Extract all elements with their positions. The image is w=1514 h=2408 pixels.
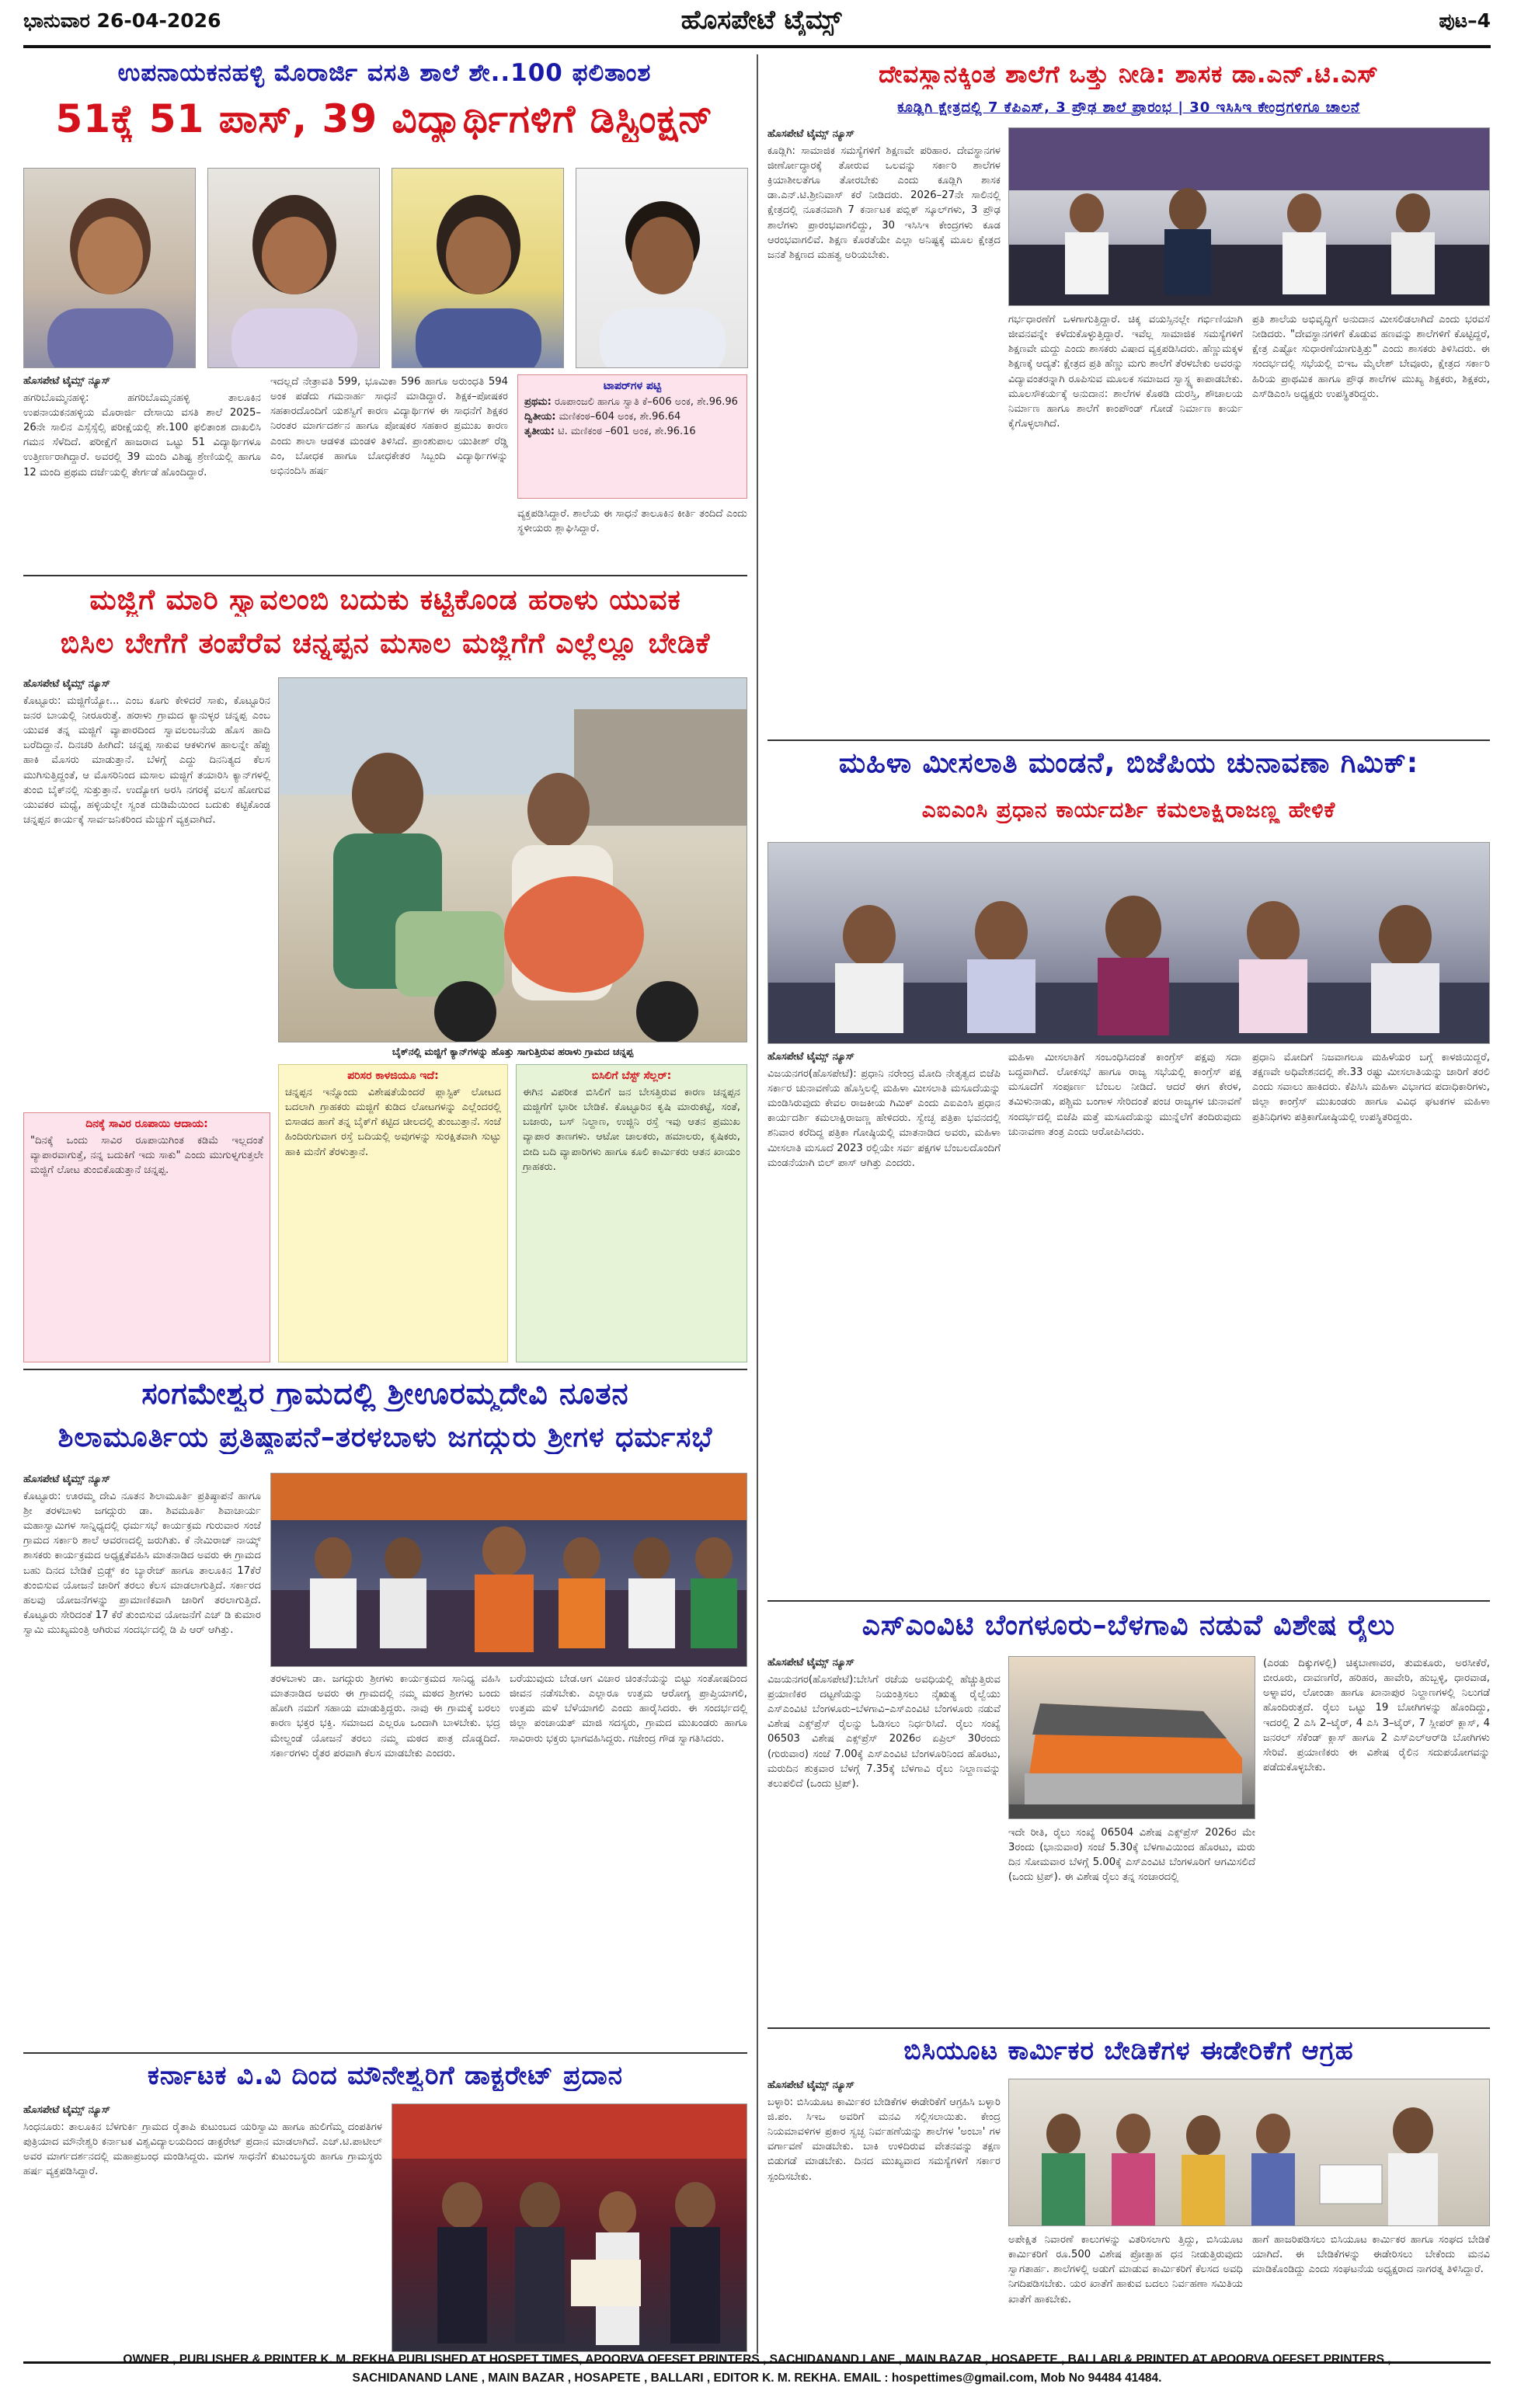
school-meeting-photo — [1008, 127, 1490, 306]
story3-headline-2: ಶಿಲಾಮೂರ್ತಿಯ ಪ್ರತಿಷ್ಠಾಪನೆ–ತರಳಬಾಳು ಜಗದ್ಗುರು ಶ್ರೀಗಳ ಧರ್ಮಸಭೆ — [57, 1421, 713, 1453]
story6-text-1: ವಿಜಯನಗರ(ಹೊಸಪೇಟೆ): ಪ್ರಧಾನಿ ನರೇಂದ್ರ ಮೋದಿ ನೇತೃತ್ವದ ಬಿಜೆಪಿ ಸರ್ಕಾರ ಚುನಾವಣೆಯ ಹೊಸ್ತಿಲಲ್ಲಿ ಮಹಿಳಾ ಮೀಸಲಾತಿ ಮಸೂದೆಯನ್ನು ಮಂಡಿಸಿರುವುದು ಕೇವಲ ರಾಜಕೀಯ ಗಿಮಿಕ್ ಎಂದು ಎಐಎಂಸಿ ಪ್ರಧಾನ ಕಾರ್ಯದರ್ಶಿ ಕಮಲಾಕ್ಷಿರಾಜಣ್ಣ ಹೇಳಿದರು. ಸ್ವೇಚ್ಛ ಪತ್ರಿಕಾ ಭವನದಲ್ಲಿ ಶನಿವಾರ ಕರೆದಿದ್ದ ಪತ್ರಿಕಾ ಗೋಷ್ಠಿಯಲ್ಲಿ ಮಾತನಾಡಿದ ಅವರು, ಮಹಿಳಾ ಮೀಸಲಾತಿ ಮಸೂದೆ 2023 ರಲ್ಲಿಯೇ ಸರ್ವ ಪಕ್ಷಗಳ ಬೆಂಬಲದೊಂದಿಗೆ ಮಂಡನೆಯಾಗಿ ಬಿಲ್ ಪಾಸ್ ಆಗಿತ್ತು ಎಂದರು. — [767, 1067, 1001, 1169]
divider-4 — [767, 739, 1490, 741]
story3-col3 — [510, 1672, 747, 2048]
story8-text-1: ಬಳ್ಳಾರಿ: ಬಿಸಿಯೂಟ ಕಾರ್ಮಿಕರ ಬೇಡಿಕೆಗಳ ಈಡೇರಿಕೆಗೆ ಆಗ್ರಹಿಸಿ ಬಳ್ಳಾರಿ ಜಿ.ಪಂ. ಸಿಇಒ ಅವರಿಗೆ ಮನವಿ ಸಲ್ಲಿಸಲಾಯಿತು. ಕೇಂದ್ರ ನಿಯಮಾವಳಿಗಳ ಪ್ರಕಾರ ಸ್ವಚ್ಛ ನಿರ್ವಹಣೆಯನ್ನು ಶಾಲೆಗಳ 'ಅಂಬಾ' ಗಳ ವರ್ಗಾವಣೆ ಮಾಡಬೇಕು. ಬಾಕಿ ಉಳಿದಿರುವ ವೇತನವನ್ನು ತಕ್ಷಣ ಬಿಡುಗಡೆ ಮಾಡಬೇಕು. ದಿನದ ಮುಖ್ಯವಾದ ಸಮಸ್ಯೆಗಳಿಗೆ ಸರ್ಕಾರ ಸ್ಪಂದಿಸಬೇಕು. — [767, 2096, 1001, 2183]
story8-text-3: ಹಾಗೆ ಹಾಜರಿಪಡಿಸಲು ಬಿಸಿಯೂಟ ಕಾರ್ಮಿಕರ ಹಾಗೂ ಸಂಘದ ಬೇಡಿಕೆ ಯಾಗಿದೆ. ಈ ಬೇಡಿಕೆಗಳನ್ನು ಈಡೇರಿಸಲು ಬೇಕೆಂದು ಮನವಿ ಮಾಡಿಕೊಂಡಿದ್ದು ಎಂದು ಸಂಘಟನೆಯ ಅಧ್ಯಕ್ಷರಾದ ನಾಗರತ್ನ ತಿಳಿಸಿದ್ದಾರೆ. — [1252, 2234, 1490, 2276]
topper-1-rank: ಪ್ರಥಮ: — [524, 396, 552, 408]
story6-text-3: ಪ್ರಧಾನಿ ಮೋದಿಗೆ ನಿಜವಾಗಲೂ ಮಹಿಳೆಯರ ಬಗ್ಗೆ ಕಾಳಜಿಯಿದ್ದರೆ, ತಕ್ಷಣವೇ ಅಧಿವೇಶನದಲ್ಲಿ ಶೇ.33 ರಷ್ಟು ಮೀಸಲಾತಿಯನ್ನು ಜಾರಿಗೆ ತರಲಿ ಎಂದು ಸವಾಲು ಹಾಕಿದರು. ಕೆಪಿಸಿಸಿ ಮಹಿಳಾ ವಿಭಾಗದ ಪದಾಧಿಕಾರಿಗಳು, ಜಿಲ್ಲಾ ಕಾಂಗ್ರೆಸ್ ಮುಖಂಡರು ಹಾಗೂ ವಿವಿಧ ಘಟಕಗಳ ಮಹಿಳಾ ಪ್ರತಿನಿಧಿಗಳು ಪತ್ರಿಕಾಗೋಷ್ಠಿಯಲ್ಲಿ ಉಪಸ್ಥಿತರಿದ್ದರು. — [1252, 1052, 1490, 1123]
story4-col1 — [23, 2104, 382, 2352]
buttermilk-photo-caption: ಬೈಕ್‌ನಲ್ಲಿ ಮಜ್ಜಿಗೆ ಕ್ಯಾನ್‌ಗಳನ್ನು ಹೊತ್ತು ಸಾಗುತ್ತಿರುವ ಹರಾಳು ಗ್ರಾಮದ ಚನ್ನಪ್ಪ — [278, 1046, 747, 1058]
page-number: ಪುಟ–4 — [1439, 9, 1491, 32]
story5-headline: ದೇವಸ್ಥಾನಕ್ಕಿಂತ ಶಾಲೆಗೆ ಒತ್ತು ನೀಡಿ: ಶಾಸಕ ಡಾ.ಎನ್.ಟಿ.ಎಸ್ — [879, 61, 1379, 89]
story7-text-3: (ಎರಡು ದಿಕ್ಕುಗಳಲ್ಲಿ) ಚಿಕ್ಕಬಾಣಾವರ, ತುಮಕೂರು, ಅರಸೀಕೆರೆ, ಬೀರೂರು, ದಾವಣಗೆರೆ, ಹರಿಹರ, ಹಾವೇರಿ, ಹುಬ್ಬಳ್ಳಿ, ಧಾರವಾಡ, ಅಳ್ನಾವರ, ಲೋಂಡಾ ಹಾಗೂ ಖಾನಾಪುರ ನಿಲ್ದಾಣಗಳಲ್ಲಿ ನಿಲುಗಡೆ ಹೊಂದಿರುತ್ತದೆ. ರೈಲು ಒಟ್ಟು 19 ಬೋಗಿಗಳನ್ನು ಹೊಂದಿದ್ದು, ಇದರಲ್ಲಿ 2 ಎಸಿ 2–ಟೈರ್, 4 ಎಸಿ 3–ಟೈರ್, 7 ಸ್ಲೀಪರ್ ಕ್ಲಾಸ್, 4 ಜನರಲ್ ಸೆಕೆಂಡ್ ಕ್ಲಾಸ್ ಹಾಗೂ 2 ಎಸ್ಎಲ್ಆರ್‌ಡಿ ಬೋಗಿಗಳು ಸೇರಿವೆ. ಪ್ರಯಾಣಿಕರು ಈ ವಿಶೇಷ ರೈಲಿನ ಸದುಪಯೋಗವನ್ನು ಪಡೆದುಕೊಳ್ಳಬೇಕು. — [1263, 1658, 1490, 1773]
student-portrait-4 — [576, 169, 748, 368]
income-box-text: "ದಿನಕ್ಕೆ ಒಂದು ಸಾವಿರ ರೂಪಾಯಿಗಿಂತ ಕಡಿಮೆ ಇಲ್ಲದಂತೆ ವ್ಯಾಪಾರವಾಗುತ್ತೆ, ನನ್ನ ಬದುಕಿಗೆ ಇದು ಸಾಕು" ಎಂದು ಮುಗುಳ್ನಗುತ್ತಲೇ ಮಜ್ಜಿಗೆ ಲೋಟ ತುಂಬಿಕೊಡುತ್ತಾನೆ ಚನ್ನಪ್ಪ. — [30, 1135, 263, 1177]
best-seller-box-title: ಬಿಸಿಲಿಗೆ ಬೆಸ್ಟ್ ಸೆಲ್ಲರ್: — [591, 1070, 672, 1082]
story7-col1 — [767, 1656, 1001, 2021]
convocation-illustration — [392, 2104, 747, 2352]
story8-col2 — [1008, 2232, 1243, 2358]
story4-byline: ಹೊಸಪೇಟೆ ಟೈಮ್ಸ್ ನ್ಯೂಸ್ — [23, 2104, 111, 2116]
imprint-line-2: SACHIDANAND LANE , MAIN BAZAR , HOSAPETE , BALLARI , EDITOR K. M. REKHA. EMAIL : hospettimes@gmail.com, Mob No 94484 41484. — [352, 2371, 1162, 2385]
story7-text-2: ಇದೇ ರೀತಿ, ರೈಲು ಸಂಖ್ಯೆ 06504 ವಿಶೇಷ ಎಕ್ಸ್‌ಪ್ರೆಸ್ 2026ರ ಮೇ 3ರಂದು (ಭಾನುವಾರ) ಸಂಜೆ 5.30ಕ್ಕೆ ಬೆಳಗಾವಿಯಿಂದ ಹೊರಟು, ಮರು ದಿನ ಸೋಮವಾರ ಬೆಳಗ್ಗೆ 5.00ಕ್ಕೆ ಎಸ್‌ಎಂವಿಟಿ ಬೆಂಗಳೂರಿಗೆ ಆಗಮಿಸಲಿದೆ (ಒಂದು ಟ್ರಿಪ್). ಈ ವಿಶೇಷ ರೈಲು ತನ್ನ ಸಂಚಾರದಲ್ಲಿ — [1008, 1827, 1255, 1884]
divider-5 — [767, 1600, 1490, 1602]
story2-headline-1: ಮಜ್ಜಿಗೆ ಮಾರಿ ಸ್ವಾವಲಂಬಿ ಬದುಕು ಕಟ್ಟಿಕೊಂಡ ಹರಾಳು ಯುವಕ — [89, 584, 681, 616]
toppers-box — [517, 374, 747, 499]
topper-1 — [524, 395, 740, 410]
student-portrait-3 — [392, 169, 564, 368]
buttermilk-photo — [278, 677, 747, 1042]
topper-3 — [524, 425, 740, 440]
story1-text-2: ಇದಲ್ಲದೆ ನೇತ್ರಾವತಿ 599, ಭೂಮಿಕಾ 596 ಹಾಗೂ ಅರುಂಧತಿ 594 ಅಂಕ ಪಡೆದು ಗಮನಾರ್ಹ ಸಾಧನೆ ಮಾಡಿದ್ದಾರೆ. ಶಿಕ್ಷಕ–ಪೋಷಕರ ಸಹಕಾರದೊಂದಿಗೆ ಯಶಸ್ವಿಗೆ ಕಾರಣ ವಿದ್ಯಾರ್ಥಿಗಳ ಈ ಸಾಧನೆಗೆ ಶಿಕ್ಷಕರ ನಿರಂತರ ಮಾರ್ಗದರ್ಶನ ಹಾಗೂ ಪೋಷಕರ ಸಹಕಾರ ಪ್ರಮುಖ ಕಾರಣ ಎಂದು ಶಾಲಾ ಆಡಳಿತ ಮಂಡಳಿ ತಿಳಿಸಿದೆ. ಪ್ರಾಂಶುಪಾಲ ಯುತೀಶ್ ರೆಡ್ಡಿ ಎಂ, ಬೋಧಕ ಹಾಗೂ ಬೋಧಕೇತರ ಸಿಬ್ಬಂದಿ ವಿದ್ಯಾರ್ಥಿಗಳನ್ನು ಅಭಿನಂದಿಸಿ ಹರ್ಷ — [270, 376, 508, 477]
story2-text-1: ಕೊಟ್ಟೂರು: ಮಜ್ಜಿಗೆಯ್ಯೋ... ಎಂಬ ಕೂಗು ಕೇಳಿದರೆ ಸಾಕು, ಕೊಟ್ಟೂರಿನ ಜನರ ಬಾಯಲ್ಲಿ ನೀರೂರುತ್ತೆ. ಹರಾಳು ಗ್ರಾಮದ ಕ್ಯಾನುಳ್ಳರ ಚನ್ನಪ್ಪ ಎಂಬ ಯುವಕ ತನ್ನ ಮಜ್ಜಿಗೆ ವ್ಯಾಪಾರದಿಂದ ಸ್ವಾವಲಂಬನೆಯ ಹೊಸ ಹಾದಿ ಬರೆದಿದ್ದಾನೆ. ದಿನಚರಿ ಹೀಗಿದೆ: ಚನ್ನಪ್ಪ ಸಾಕುವ ಆಕಳುಗಳ ಹಾಲನ್ನೇ ಹೆಪ್ಪು ಹಾಕಿ ಮೊಸರು ಮಾಡುತ್ತಾನೆ. ಬೆಳಗ್ಗೆ ಎದ್ದು ದಿನನಿತ್ಯದ ಕೆಲಸ ಮುಗಿಸುತ್ತಿದ್ದಂತೆ, ಆ ಮೊಸರಿನಿಂದ ಮಸಾಲ ಮಜ್ಜಿಗೆ ತಯಾರಿಸಿ ಕ್ಯಾನ್‌ಗಳಲ್ಲಿ ತುಂಬಿ ಬೈಕ್‌ನಲ್ಲಿ ಸುತ್ತುತ್ತಾನೆ. ಉದ್ಯೋಗ ಅರಸಿ ನಗರಕ್ಕೆ ವಲಸೆ ಹೋಗುವ ಯುವಕರ ಮಧ್ಯೆ, ಹಳ್ಳಿಯಲ್ಲೇ ಸ್ವಂತ ದುಡಿಮೆಯಿಂದ ಬದುಕು ಕಟ್ಟಿಕೊಂಡ ಚನ್ನಪ್ಪನ ಕಾರ್ಯಕ್ಕೆ ಸಾರ್ವಜನಿಕರಿಂದ ಮೆಚ್ಚುಗೆ ವ್ಯಕ್ತವಾಗಿದೆ. — [23, 694, 270, 826]
train-photo — [1008, 1656, 1255, 1819]
story6-text-2: ಮಹಿಳಾ ಮೀಸಲಾತಿಗೆ ಸಂಬಂಧಿಸಿದಂತೆ ಕಾಂಗ್ರೆಸ್ ಪಕ್ಷವು ಸದಾ ಬದ್ಧವಾಗಿದೆ. ಲೋಕಸಭೆ ಹಾಗೂ ರಾಜ್ಯ ಸಭೆಯಲ್ಲಿ ಕಾಂಗ್ರೆಸ್ ಪಕ್ಷ ಮಸೂದೆಗೆ ಸಂಪೂರ್ಣ ಬೆಂಬಲ ನೀಡಿದೆ. ಆದರೆ ಈಗ ಕೇರಳ, ತಮಿಳುನಾಡು, ಪಶ್ಚಿಮ ಬಂಗಾಳ ಸೇರಿದಂತೆ ಪಂಚ ರಾಜ್ಯಗಳ ಚುನಾವಣೆ ಸಂದರ್ಭದಲ್ಲಿ ಬಿಜೆಪಿ ಮತ್ತೆ ಮಸೂದೆಯನ್ನು ಮುನ್ನೆಲೆಗೆ ತಂದಿರುವುದು ಚುನಾವಣಾ ತಂತ್ರ ಎಂದು ಆರೋಪಿಸಿದರು. — [1008, 1052, 1241, 1138]
vande-bharat-train-illustration — [1009, 1657, 1255, 1819]
story6-col1 — [767, 1050, 1001, 1594]
toppers-title: ಟಾಪರ್‌ಗಳ ಪಟ್ಟಿ — [603, 380, 662, 392]
story8-col3 — [1252, 2232, 1490, 2358]
story3-col1 — [23, 1473, 261, 2048]
student-photo-4 — [576, 168, 748, 368]
memorandum-photo — [1008, 2079, 1490, 2226]
story3-text-3: ಬರೆಯುವುದು ಬೇಡ.ಆಗ ವಿಚಾರ ಚಿಂತನೆಯನ್ನು ಬಿಟ್ಟು ಸಂತೋಷದಿಂದ ಜೀವನ ನಡೆಸಬೇಕು. ಎಲ್ಲಾರೂ ಉತ್ತಮ ಆರೋಗ್ಯ ಪ್ರಾಪ್ತಿಯಾಗಲಿ, ಉತ್ತಮ ಮಳೆ ಬೆಳೆಯಾಗಲಿ ಎಂದು ಹಾರೈಸಿದರು. ಈ ಸಂದರ್ಭದಲ್ಲಿ ಜಿಲ್ಲಾ ಪಂಚಾಯತ್ ಮಾಜಿ ಸದಸ್ಯರು, ಗ್ರಾಮದ ಮುಖಂಡರು ಹಾಗೂ ಸಾವಿರಾರು ಭಕ್ತರು ಭಾಗವಹಿಸಿದ್ದರು. ಗಜೇಂದ್ರ ಗೌಡ ಸ್ವಾಗತಿಸಿದರು. — [510, 1673, 747, 1745]
story7-col2 — [1008, 1825, 1255, 2021]
income-box-title: ದಿನಕ್ಕೆ ಸಾವಿರ ರೂಪಾಯಿ ಆದಾಯ: — [85, 1118, 208, 1130]
eco-care-box-text: ಚನ್ನಪ್ಪನ ಇನ್ನೊಂದು ವಿಶೇಷತೆಯೆಂದರೆ ಪ್ಲಾಸ್ಟಿಕ್ ಲೋಟದ ಬದಲಾಗಿ ಗ್ರಾಹಕರು ಮಜ್ಜಿಗೆ ಕುಡಿದ ಲೋಟಗಳನ್ನು ಎಲ್ಲೆಂದರಲ್ಲಿ ಬಿಸಾಡದ ಹಾಗೆ ತನ್ನ ಬೈಕ್‌ಗೆ ಕಟ್ಟಿದ ಚೀಲದಲ್ಲಿ ತುಂಬುತ್ತಾನೆ. ಸಂಜೆ ಹಿಂದಿರುಗುವಾಗ ರಸ್ತೆ ಬದಿಯಲ್ಲಿ ಅವುಗಳನ್ನು ಸುರಕ್ಷಿತವಾಗಿ ಸುಟ್ಟು ಹಾಕಿ ಮನೆಗೆ ತೆರಳುತ್ತಾನೆ. — [285, 1087, 501, 1158]
best-seller-box — [516, 1064, 747, 1362]
imprint-footer — [23, 2351, 1491, 2388]
topper-1-text: ರೂಪಾಂಜಲಿ ಹಾಗೂ ಸ್ವಾತಿ ಕೆ–606 ಅಂಕ, ಶೇ.96.96 — [555, 396, 738, 408]
topper-2 — [524, 410, 740, 425]
press-meet-photo — [767, 842, 1490, 1044]
eco-care-box — [278, 1064, 508, 1362]
story7-col3 — [1263, 1656, 1490, 2021]
topper-3-text: ಟಿ. ಮಣಿಕಂಠ –601 ಅಂಕ, ಶೇ.96.16 — [558, 425, 696, 437]
story5-col1 — [767, 127, 1001, 733]
story8-text-2: ಅಪೇಕ್ಷಿತ ನಿವಾರಣೆ ಕಾಲುಗಳನ್ನು ವಿತರಿಸಲಾಗು ತ್ತಿದ್ದು, ಬಿಸಿಯೂಟ ಕಾರ್ಮಿಕರಿಗೆ ರೂ.500 ವಿಶೇಷ ಪ್ರೋತ್ಸಾಹ ಧನ ನೀಡುತ್ತಿರುವುದು ಸ್ವಾಗತಾರ್ಹ. ಶಾಲೆಗಳಲ್ಲಿ ಅಡುಗೆ ಮಾಡುವ ಕಾರ್ಮಿಕರಿಗೆ ಕೆಲಸದ ಅವಧಿ ನಿಗದಿಪಡಿಸಬೇಕು. ಯರ ಖಾತೆಗೆ ಹಾಕುವ ಬದಲು ನಿರ್ವಹಣಾ ಸಮಿತಿಯ ಖಾತೆಗೆ ಹಾಕಬೇಕು. — [1008, 2234, 1243, 2305]
column-separator — [757, 54, 758, 2354]
story2-col1 — [23, 677, 270, 1106]
newspaper-name: ಹೊಸಪೇಟೆ ಟೈಮ್ಸ್ — [680, 5, 842, 36]
story6-byline: ಹೊಸಪೇಟೆ ಟೈಮ್ಸ್ ನ್ಯೂಸ್ — [767, 1051, 855, 1063]
eco-care-box-title: ಪರಿಸರ ಕಾಳಜಿಯೂ ಇದೆ: — [347, 1070, 439, 1082]
story3-col2 — [270, 1672, 500, 2048]
dharmasabha-photo — [270, 1473, 747, 1667]
story1-byline: ಹೊಸಪೇಟೆ ಟೈಮ್ಸ್ ನ್ಯೂಸ್ — [23, 375, 111, 387]
story6-col2 — [1008, 1050, 1241, 1594]
story7-text-1: ವಿಜಯನಗರ(ಹೊಸಪೇಟೆ):ಬೇಸಿಗೆ ರಜೆಯ ಅವಧಿಯಲ್ಲಿ ಹೆಚ್ಚುತ್ತಿರುವ ಪ್ರಯಾಣಿಕರ ದಟ್ಟಣೆಯನ್ನು ನಿಯಂತ್ರಿಸಲು ನೈಋತ್ಯ ರೈಲ್ವೆಯು ಎಸ್‌ಎಂವಿಟಿ ಬೆಂಗಳೂರು–ಬೆಳಗಾವಿ–ಎಸ್‌ಎಂವಿಟಿ ಬೆಂಗಳೂರು ನಡುವೆ ವಿಶೇಷ ಎಕ್ಸ್‌ಪ್ರೆಸ್ ರೈಲನ್ನು ಓಡಿಸಲು ನಿರ್ಧರಿಸಿದೆ. ರೈಲು ಸಂಖ್ಯೆ 06503 ವಿಶೇಷ ಎಕ್ಸ್‌ಪ್ರೆಸ್ 2026ರ ಏಪ್ರಿಲ್ 30ರಂದು (ಗುರುವಾರ) ಸಂಜೆ 7.00ಕ್ಕೆ ಎಸ್‌ಎಂವಿಟಿ ಬೆಂಗಳೂರಿನಿಂದ ಹೊರಟು, ಮರುದಿನ ಶುಕ್ರವಾರ ಬೆಳಗ್ಗೆ 7.35ಕ್ಕೆ ಬೆಳಗಾವಿ ರೈಲು ನಿಲ್ದಾಣವನ್ನು ತಲುಪಲಿದೆ (ಒಂದು ಟ್ರಿಪ್). — [767, 1673, 1001, 1790]
divider-3 — [23, 2052, 747, 2054]
story8-headline: ಬಿಸಿಯೂಟ ಕಾರ್ಮಿಕರ ಬೇಡಿಕೆಗಳ ಈಡೇರಿಕೆಗೆ ಆಗ್ರಹ — [903, 2035, 1354, 2065]
story6-headline: ಮಹಿಳಾ ಮೀಸಲಾತಿ ಮಂಡನೆ, ಬಿಜೆಪಿಯ ಚುನಾವಣಾ ಗಿಮಿಕ್: — [838, 747, 1419, 779]
income-box — [23, 1112, 270, 1362]
best-seller-box-text: ಈಗಿನ ವಿಪರೀತ ಬಿಸಿಲಿಗೆ ಜನ ಬೇಸತ್ತಿರುವ ಕಾರಣ ಚನ್ನಪ್ಪನ ಮಜ್ಜಿಗೆಗೆ ಭಾರೀ ಬೇಡಿಕೆ. ಕೊಟ್ಟೂರಿನ ಕೃಷಿ ಮಾರುಕಟ್ಟೆ, ಸಂತೆ, ಬಜಾರು, ಬಸ್ ನಿಲ್ದಾಣ, ಉಜ್ಜಿನಿ ರಸ್ತೆ ಇವು ಆತನ ಪ್ರಮುಖ ವ್ಯಾಪಾರ ತಾಣಗಳು. ಆಟೋ ಚಾಲಕರು, ಹಮಾಲರು, ಕೃಷಿಕರು, ಬೀದಿ ಬದಿ ವ್ಯಾಪಾರಿಗಳು ಹಾಗೂ ಕೂಲಿ ಕಾರ್ಮಿಕರು ಆತನ ಖಾಯಂ ಗ್ರಾಹಕರು. — [523, 1087, 740, 1173]
story5-col3 — [1252, 312, 1490, 733]
memorandum-illustration — [1009, 2079, 1490, 2226]
story5-text-3: ಪ್ರತಿ ಶಾಲೆಯ ಅಭಿವೃದ್ಧಿಗೆ ಅನುದಾನ ಮೀಸಲಿಡಲಾಗಿದೆ ಎಂದು ಭರವಸೆ ನೀಡಿದರು. "ದೇವಸ್ಥಾನಗಳಿಗೆ ಕೊಡುವ ಹಣವನ್ನು ಶಾಲೆಗಳಿಗೆ ಕೊಟ್ಟಿದ್ದರೆ, ಕ್ಷೇತ್ರ ಎಷ್ಟೋ ಸುಧಾರಣೆಯಾಗುತ್ತಿತ್ತು" ಎಂದು ಶಾಸಕರು ತಿಳಿಸಿದರು. ಈ ಸಂದರ್ಭದಲ್ಲಿ ಸಭೆಯಲ್ಲಿ ಬಿಇಒ ಮೈಲೇಶ್ ಬೇವೂರು, ಕ್ಷೇತ್ರದ ಸರ್ಕಾರಿ ಹಿರಿಯ ಪ್ರಾಥಮಿಕ ಹಾಗೂ ಪ್ರೌಢ ಶಾಲೆಗಳ ಮುಖ್ಯ ಶಿಕ್ಷಕರು, ಶಿಕ್ಷಕರು, ಎಸ್‌ಡಿಎಂಸಿ ಅಧ್ಯಕ್ಷರು ಉಪಸ್ಥಿತರಿದ್ದರು. — [1252, 314, 1490, 400]
story3-text-1: ಕೊಟ್ಟೂರು: ಊರಮ್ಮ ದೇವಿ ನೂತನ ಶಿಲಾಮೂರ್ತಿ ಪ್ರತಿಷ್ಠಾಪನೆ ಹಾಗೂ ಶ್ರೀ ತರಳಬಾಳು ಜಗದ್ಗುರು ಡಾ. ಶಿವಮೂರ್ತಿ ಶಿವಾಚಾರ್ಯ ಮಹಾಸ್ವಾಮಿಗಳ ಸಾನ್ನಿಧ್ಯದಲ್ಲಿ ಧರ್ಮಸಭೆ ಕಾರ್ಯಕ್ರಮ ಗುರುವಾರ ಸಂಜೆ ಗ್ರಾಮದ ಸರ್ಕಾರಿ ಶಾಲೆ ಆವರಣದಲ್ಲಿ ಜರುಗಿತು. ಕೆ ನೇಮಿರಾಜ್ ನಾಯ್ಕ್ ಶಾಸಕರು ಕಾರ್ಯಕ್ರಮದ ಅಧ್ಯಕ್ಷತೆವಹಿಸಿ ಮಾತನಾಡಿದ ಅವರು ಈ ಗ್ರಾಮದ ಬಹು ದಿನದ ಬೇಡಿಕೆ ಬ್ರಿಡ್ಜ್ ಕಂ ಬ್ಯಾರೇಜ್ ಹಾಗೂ ತಾಲೂಕಿನ 17ಕೆರೆ ತುಂಬಿಸುವ ಯೋಜನೆ ಜಾರಿಗೆ ತರಲು ಕೆಲಸ ಮಾಡಲಾಗುತ್ತಿದೆ. ಸರ್ಕಾರದ ಹಲವು ಯೋಜನೆಗಳನ್ನು ಪ್ರಾಮಾಣಿಕವಾಗಿ ಜಾರಿಗೆ ತರಲಾಗುತ್ತಿದೆ. ಕೊಟ್ಟೂರು ಸೇರಿದಂತೆ 17 ಕೆರೆ ತುಂಬಿಸುವ ಯೋಜನೆಗೆ ಎಚ್ ಡಿ ಕುಮಾರ ಸ್ವಾಮಿ ಮುಖ್ಯಮಂತ್ರಿ ಆಗಿರುವ ಸಂದರ್ಭದಲ್ಲಿ ಡಿ ಪಿ ಆರ್ ಆಗಿತ್ತು. — [23, 1490, 261, 1637]
story6-subhead: ಎಐಎಂಸಿ ಪ್ರಧಾನ ಕಾರ್ಯದರ್ಶಿ ಕಮಲಾಕ್ಷಿರಾಜಣ್ಣ ಹೇಳಿಕೆ — [921, 797, 1336, 823]
topper-2-rank: ದ್ವಿತೀಯ: — [524, 410, 556, 423]
divider-1 — [23, 575, 747, 576]
student-portrait-2 — [208, 169, 380, 368]
story5-text-1: ಕೂಡ್ಲಿಗಿ: ಸಾಮಾಜಿಕ ಸಮಸ್ಯೆಗಳಿಗೆ ಶಿಕ್ಷಣವೇ ಪರಿಹಾರ. ದೇವಸ್ಥಾನಗಳ ಜೀರ್ಣೋದ್ಧಾರಕ್ಕೆ ತೋರುವ ಒಲವನ್ನು ಸರ್ಕಾರಿ ಶಾಲೆಗಳ ಕ್ರಿಯಾಶೀಲತೆಗೂ ತೋರಬೇಕು ಎಂದು ಕೂಡ್ಲಿಗಿ ಶಾಸಕ ಡಾ.ಎನ್.ಟಿ.ಶ್ರೀನಿವಾಸ್ ಕರೆ ನೀಡಿದರು. 2026–27ನೇ ಸಾಲಿನಲ್ಲಿ ಕ್ಷೇತ್ರದಲ್ಲಿ ನೂತನವಾಗಿ 7 ಕರ್ನಾಟಕ ಪಬ್ಲಿಕ್ ಸ್ಕೂಲ್‌ಗಳು, 3 ಪ್ರೌಢ ಶಾಲೆಗಳು ಪ್ರಾರಂಭವಾಗಲಿದ್ದು, 30 ಇಸಿಸಿಇ ಕೇಂದ್ರಗಳು ಕೂಡ ಆರಂಭವಾಗಲಿವೆ. ಶಿಕ್ಷಣ ಕೊರತೆಯೇ ಎಲ್ಲಾ ಅನಿಷ್ಟಕ್ಕೆ ಮೂಲ ಕ್ಷೇತ್ರದ ಜನತೆ ಶಿಕ್ಷಣದ ಮಹತ್ವ ಅರಿಯಬೇಕು. — [767, 144, 1001, 261]
story1-col1 — [23, 374, 261, 569]
buttermilk-vendor-illustration — [279, 678, 747, 1042]
story7-byline: ಹೊಸಪೇಟೆ ಟೈಮ್ಸ್ ನ್ಯೂಸ್ — [767, 1657, 855, 1669]
student-photo-3 — [392, 168, 564, 368]
story3-text-2: ತರಳಬಾಳು ಡಾ. ಜಗದ್ಗುರು ಶ್ರೀಗಳು ಕಾರ್ಯಕ್ರಮದ ಸಾನಿಧ್ಯ ವಹಿಸಿ ಮಾತನಾಡಿದ ಅವರು ಈ ಗ್ರಾಮದಲ್ಲಿ ನಮ್ಮ ಮಠದ ಶ್ರೀಗಳು ಬಂದು ಹೋಗಿ ನಮಗೆ ಸಹಾಯ ಮಾಡುತ್ತಿದ್ದರು. ನಾವು ಈ ಗ್ರಾಮಕ್ಕೆ ಬರಲು ಕಾರಣ ಭಕ್ತರ ಭಕ್ತಿ. ಸಮಾಜದ ಎಲ್ಲರೂ ಒಂದಾಗಿ ಬಾಳಬೇಕು. ಭದ್ರ ಮೇಲ್ದಂಡೆ ಯೋಜನೆ ತರಲು ನಮ್ಮ ಮಠದ ಪಾತ್ರ ದೊಡ್ಡದಿದೆ. ಸರ್ಕಾರಗಳು ರೈತರ ಪರವಾಗಿ ಕೆಲಸ ಮಾಡಬೇಕು ಎಂದರು. — [270, 1673, 500, 1759]
story4-text-1: ಸಿಂಧನೂರು: ತಾಲೂಕಿನ ಬೆಳಗುರ್ಕಿ ಗ್ರಾಮದ ರೈತಾಪಿ ಕುಟುಂಬದ ಯರಿಸ್ವಾಮಿ ಹಾಗೂ ಹುಲಿಗೆಮ್ಮ ದಂಪತಿಗಳ ಪುತ್ರಿಯಾದ ಮೌನೇಶ್ವರಿ ಕರ್ನಾಟಕ ವಿಶ್ವವಿದ್ಯಾಲಯದಿಂದ ಡಾಕ್ಟರೇಟ್ ಪ್ರದಾನ ಮಾಡಲಾಗಿದೆ. ಎಚ್.ಟಿ.ಪಾಟೀಲ್ ಅವರ ಮಾರ್ಗದರ್ಶನದಲ್ಲಿ ಮಹಾಪ್ರಬಂಧ ಮಂಡಿಸಿದ್ದರು. ಮಗಳ ಸಾಧನೆಗೆ ಕುಟುಂಬಸ್ಥರು ಹಾಗೂ ಗ್ರಾಮಸ್ಥರು ಹರ್ಷ ವ್ಯಕ್ತಪಡಿಸಿದ್ದಾರೆ. — [23, 2121, 382, 2178]
press-meet-illustration — [768, 843, 1490, 1044]
story6-col3 — [1252, 1050, 1490, 1594]
masthead — [0, 0, 1514, 47]
student-photo-2 — [207, 168, 380, 368]
student-portrait-1 — [24, 169, 196, 368]
story8-byline: ಹೊಸಪೇಟೆ ಟೈಮ್ಸ್ ನ್ಯೂಸ್ — [767, 2079, 855, 2091]
school-meeting-illustration — [1009, 128, 1490, 306]
imprint-line-1: OWNER , PUBLISHER & PRINTER K. M. REKHA PUBLISHED AT HOSPET TIMES, APOORVA OFFSET PRINTERS , SACHIDANAND LANE , MAIN BAZAR , HOSAPETE , BALLARI & PRINTED AT APOORVA OFFSET PRINTERS , — [123, 2352, 1391, 2366]
story3-headline-1: ಸಂಗಮೇಶ್ವರ ಗ್ರಾಮದಲ್ಲಿ ಶ್ರೀಊರಮ್ಮದೇವಿ ನೂತನ — [141, 1376, 629, 1411]
story5-col2 — [1008, 312, 1243, 733]
story3-byline: ಹೊಸಪೇಟೆ ಟೈಮ್ಸ್ ನ್ಯೂಸ್ — [23, 1474, 111, 1485]
story1-headline: 51ಕ್ಕೆ 51 ಪಾಸ್, 39 ವಿದ್ಯಾರ್ಥಿಗಳಿಗೆ ಡಿಸ್ಟಿಂಕ್ಷನ್ — [55, 96, 714, 141]
divider-2 — [23, 1369, 747, 1370]
topper-3-rank: ತೃತೀಯ: — [524, 425, 555, 437]
story1-col3 — [517, 506, 747, 569]
story5-byline: ಹೊಸಪೇಟೆ ಟೈಮ್ಸ್ ನ್ಯೂಸ್ — [767, 128, 855, 140]
doctorate-photo — [392, 2104, 747, 2352]
masthead-rule — [23, 45, 1491, 48]
story2-byline: ಹೊಸಪೇಟೆ ಟೈಮ್ಸ್ ನ್ಯೂಸ್ — [23, 678, 111, 690]
topper-2-text: ಮಣಿಕಂಠ–604 ಅಂಕ, ಶೇ.96.64 — [559, 410, 681, 423]
issue-date: ಭಾನುವಾರ 26-04-2026 — [23, 9, 221, 32]
story4-headline: ಕರ್ನಾಟಕ ವಿ.ವಿ ದಿಂದ ಮೌನೇಶ್ವರಿಗೆ ಡಾಕ್ಟರೇಟ್ ಪ್ರದಾನ — [148, 2060, 623, 2090]
story1-text-1: ಹಗರಿಬೊಮ್ಮನಹಳ್ಳಿ: ಹಗರಿಬೊಮ್ಮನಹಳ್ಳಿ ತಾಲೂಕಿನ ಉಪನಾಯಕನಹಳ್ಳಿಯ ಮೊರಾರ್ಜಿ ದೇಸಾಯಿ ವಸತಿ ಶಾಲೆ 2025–26ನೇ ಸಾಲಿನ ಎಸ್ಸೆಸ್ಸೆಲ್ಸಿ ಪರೀಕ್ಷೆಯಲ್ಲಿ ಶೇ.100 ಫಲಿತಾಂಶ ದಾಖಲಿಸಿ ಗಮನ ಸೆಳೆದಿದೆ. ಪರೀಕ್ಷೆಗೆ ಹಾಜರಾದ ಒಟ್ಟು 51 ವಿದ್ಯಾರ್ಥಿಗಳೂ ಉತ್ತೀರ್ಣರಾಗಿದ್ದಾರೆ. ಅವರಲ್ಲಿ 39 ಮಂದಿ ವಿಶಿಷ್ಟ ಶ್ರೇಣಿಯಲ್ಲಿ ಹಾಗೂ 12 ಮಂದಿ ಪ್ರಥಮ ದರ್ಜೆಯಲ್ಲಿ ತೇರ್ಗಡೆ ಹೊಂದಿದ್ದಾರೆ. — [23, 391, 261, 478]
story5-text-2: ಗರ್ಭಧಾರಣೆಗೆ ಒಳಗಾಗುತ್ತಿದ್ದಾರೆ. ಚಿಕ್ಕ ವಯಸ್ಸಿನಲ್ಲೇ ಗರ್ಭಿಣಿಯಾಗಿ ಜೀವನವನ್ನೇ ಕಳೆದುಕೊಳ್ಳುತ್ತಿದ್ದಾರೆ. ಇವೆಲ್ಲ ಸಾಮಾಜಿಕ ಸಮಸ್ಯೆಗಳಿಗೆ ಶಿಕ್ಷಣವೇ ಮದ್ದು ಎಂದು ಶಾಸಕರು ವಿಷಾದ ವ್ಯಕ್ತಪಡಿಸಿದರು. ಹೆಣ್ಣುಮಕ್ಕಳ ಶಿಕ್ಷಣಕ್ಕೆ ಆದ್ಯತೆ: ಕ್ಷೇತ್ರದ ಪ್ರತಿ ಹೆಣ್ಣು ಮಗು ಶಾಲೆಗೆ ತೆರಳಬೇಕು ಅವರನ್ನು ವಿದ್ಯಾವಂತರನ್ನಾಗಿ ರೂಪಿಸುವ ಮೂಲಕ ಸಮಾಜದ ಸ್ವಾಸ್ಥ್ಯ ಕಾಪಾಡಬೇಕು. ಮೂಲಸೌಕರ್ಯಕ್ಕೆ ಅನುದಾನ: ಶಾಲೆಗಳ ಕೊಠಡಿ ದುರಸ್ತಿ, ಶೌಚಾಲಯ ನಿರ್ಮಾಣ ಹಾಗೂ ಶಾಲೆಗೆ ಕಾಂಪೌಂಡ್ ಗೋಡೆ ನಿರ್ಮಾಣ ಕಾರ್ಯ ಕೈಗೊಳ್ಳಲಾಗಿದೆ. — [1008, 314, 1243, 430]
story2-headline-2: ಬಿಸಿಲ ಬೇಗೆಗೆ ತಂಪೆರೆವ ಚನ್ನಪ್ಪನ ಮಸಾಲ ಮಜ್ಜಿಗೆಗೆ ಎಲ್ಲೆಲ್ಲೂ ಬೇಡಿಕೆ — [60, 628, 711, 659]
story1-text-3: ವ್ಯಕ್ತಪಡಿಸಿದ್ದಾರೆ. ಶಾಲೆಯ ಈ ಸಾಧನೆ ತಾಲೂಕಿನ ಕೀರ್ತಿ ತಂದಿದೆ ಎಂದು ಸ್ಥಳೀಯರು ಶ್ಲಾಘಿಸಿದ್ದಾರೆ. — [517, 508, 747, 535]
story8-col1 — [767, 2079, 1001, 2358]
student-photo-1 — [23, 168, 196, 368]
dharmasabha-stage-illustration — [271, 1474, 747, 1667]
story1-col2 — [270, 374, 508, 569]
story1-kicker: ಉಪನಾಯಕನಹಳ್ಳಿ ಮೊರಾರ್ಜಿ ವಸತಿ ಶಾಲೆ ಶೇ..100 ಫಲಿತಾಂಶ — [117, 59, 652, 87]
divider-6 — [767, 2027, 1490, 2029]
story5-subhead: ಕೂಡ್ಲಿಗಿ ಕ್ಷೇತ್ರದಲ್ಲಿ 7 ಕೆಪಿಎಸ್, 3 ಪ್ರೌಢ ಶಾಲೆ ಪ್ರಾರಂಭ | 30 ಇಸಿಸಿಇ ಕೇಂದ್ರಗಳಿಗೂ ಚಾಲನೆ — [897, 99, 1360, 116]
story7-headline: ಎಸ್‌ಎಂವಿಟಿ ಬೆಂಗಳೂರು–ಬೆಳಗಾವಿ ನಡುವೆ ವಿಶೇಷ ರೈಲು — [861, 1609, 1396, 1641]
